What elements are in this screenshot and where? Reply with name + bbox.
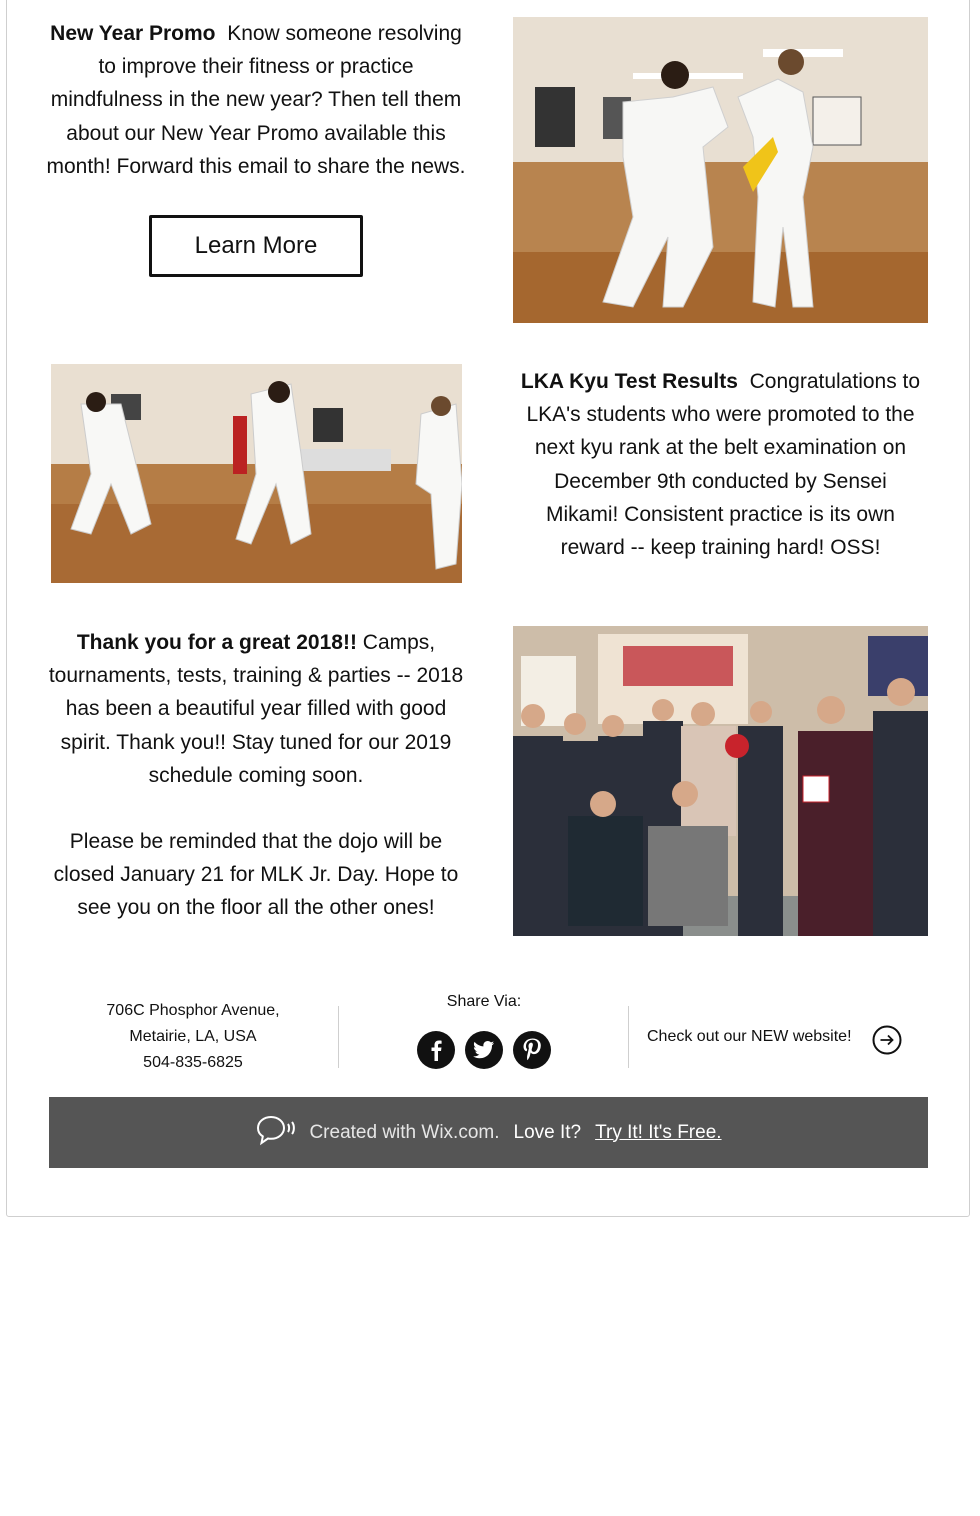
speech-bubble-icon bbox=[255, 1114, 297, 1152]
holiday-party-photo bbox=[513, 626, 928, 936]
learn-more-button[interactable]: Learn More bbox=[149, 215, 363, 277]
promo-title: New Year Promo bbox=[50, 22, 216, 45]
twitter-icon[interactable] bbox=[465, 1031, 503, 1069]
address-line-1: 706C Phosphor Avenue, bbox=[106, 1002, 280, 1019]
kyu-title: LKA Kyu Test Results bbox=[520, 370, 738, 393]
wix-banner bbox=[49, 1097, 928, 1168]
thanks-body: Camps, tournaments, tests, training & parties -- 2018 has been a beautiful year filled with good spirit. Thank you!! Stay tuned for our 2019 schedule coming soon. bbox=[48, 631, 464, 787]
thanks-text bbox=[48, 626, 464, 792]
phone-number[interactable]: 504-835-6825 bbox=[143, 1054, 243, 1071]
love-it-text: Love It? bbox=[513, 1121, 582, 1143]
kyu-text bbox=[518, 365, 923, 564]
footer-divider-right bbox=[628, 1006, 629, 1068]
reminder-body: Please be reminded that the dojo will be closed January 21 for MLK Jr. Day. Hope to see you on the floor all the other ones! bbox=[53, 830, 459, 920]
try-it-link[interactable]: Try It! It's Free. bbox=[595, 1121, 722, 1143]
karate-sparring-photo bbox=[513, 17, 928, 323]
address-line-2: Metairie, LA, USA bbox=[129, 1028, 257, 1045]
footer-divider-left bbox=[338, 1006, 339, 1068]
share-via-label: Share Via: bbox=[446, 993, 522, 1010]
promo-body: Know someone resolving to improve their fitness or practice mindfulness in the new year? Then tell them about our New Year Promo available this month! Forward this email to share the news. bbox=[46, 22, 466, 178]
arrow-right-icon[interactable] bbox=[872, 1025, 902, 1055]
kata-demonstration-photo bbox=[51, 364, 462, 583]
created-with-text: Created with Wix.com. bbox=[309, 1121, 500, 1143]
promo-text bbox=[46, 17, 466, 183]
address-block bbox=[70, 998, 316, 1076]
reminder-text bbox=[46, 825, 466, 925]
kyu-body: Congratulations to LKA's students who were promoted to the next kyu rank at the belt examination on December 9th conducted by Sensei Mikami! Consistent practice is its own reward -- keep training hard! OSS! bbox=[526, 370, 921, 560]
facebook-icon[interactable] bbox=[417, 1031, 455, 1069]
thanks-title: Thank you for a great 2018!! bbox=[76, 631, 357, 654]
pinterest-icon[interactable] bbox=[513, 1031, 551, 1069]
website-link[interactable]: Check out our NEW website! bbox=[647, 1028, 852, 1045]
